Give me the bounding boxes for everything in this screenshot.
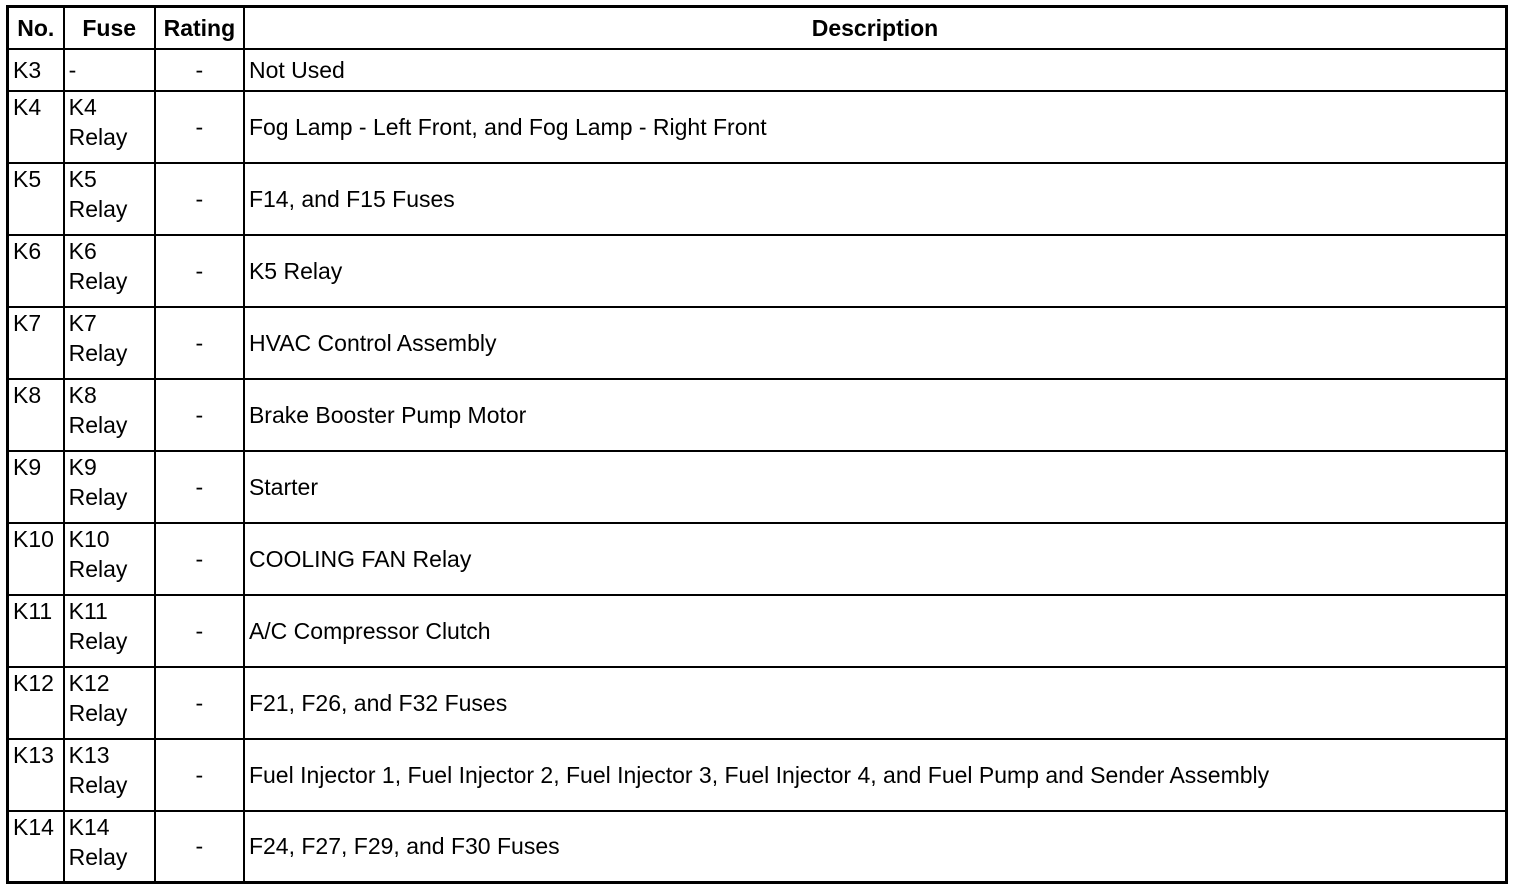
cell-no: K7	[8, 307, 64, 379]
cell-fuse	[64, 667, 155, 739]
cell-no: K4	[8, 91, 64, 163]
cell-fuse-line2: Relay	[68, 411, 128, 438]
cell-fuse-line1: K4	[68, 93, 97, 120]
cell-no: K14	[8, 811, 64, 883]
header-description: Description	[244, 7, 1507, 49]
cell-no: K10	[8, 523, 64, 595]
table-row	[8, 667, 1507, 739]
table-header-row	[8, 7, 1507, 49]
cell-no: K12	[8, 667, 64, 739]
cell-fuse-line2: Relay	[68, 195, 128, 222]
cell-rating: -	[155, 667, 244, 739]
cell-fuse-line1: K11	[68, 597, 108, 624]
table-row	[8, 307, 1507, 379]
cell-no: K13	[8, 739, 64, 811]
cell-rating: -	[155, 49, 244, 91]
cell-rating: -	[155, 235, 244, 307]
cell-description: F24, F27, F29, and F30 Fuses	[244, 811, 1507, 883]
cell-fuse	[64, 307, 155, 379]
cell-description: Not Used	[244, 49, 1507, 91]
cell-fuse	[64, 523, 155, 595]
table-row	[8, 163, 1507, 235]
cell-fuse-line2: Relay	[68, 483, 128, 510]
cell-description: Brake Booster Pump Motor	[244, 379, 1507, 451]
cell-fuse-line1: K9	[68, 453, 97, 480]
cell-rating: -	[155, 523, 244, 595]
cell-fuse-line2: Relay	[68, 843, 128, 870]
cell-description: Fuel Injector 1, Fuel Injector 2, Fuel Injector 3, Fuel Injector 4, and Fuel Pump and Sender Assembly	[244, 739, 1507, 811]
cell-fuse-line2: Relay	[68, 555, 128, 582]
cell-fuse-line1: K13	[68, 741, 110, 768]
cell-fuse-line1: K6	[68, 237, 97, 264]
cell-fuse	[64, 451, 155, 523]
table-row	[8, 379, 1507, 451]
cell-fuse	[64, 49, 155, 91]
cell-description: F21, F26, and F32 Fuses	[244, 667, 1507, 739]
cell-fuse-line1: K14	[68, 813, 110, 840]
table-row	[8, 523, 1507, 595]
cell-rating: -	[155, 379, 244, 451]
cell-description: F14, and F15 Fuses	[244, 163, 1507, 235]
cell-no: K11	[8, 595, 64, 667]
cell-fuse	[64, 379, 155, 451]
table-row	[8, 739, 1507, 811]
table-row	[8, 235, 1507, 307]
cell-no: K3	[8, 49, 64, 91]
cell-fuse-line2: Relay	[68, 267, 128, 294]
cell-fuse	[64, 595, 155, 667]
cell-fuse	[64, 163, 155, 235]
cell-rating: -	[155, 595, 244, 667]
table-row	[8, 595, 1507, 667]
cell-rating: -	[155, 91, 244, 163]
cell-description: K5 Relay	[244, 235, 1507, 307]
cell-fuse-line2: Relay	[68, 627, 128, 654]
cell-rating: -	[155, 451, 244, 523]
fuse-relay-table	[6, 5, 1508, 884]
cell-fuse-line1: -	[68, 56, 77, 83]
table-body	[8, 49, 1507, 883]
cell-fuse-line2: Relay	[68, 123, 128, 150]
cell-fuse-line1: K8	[68, 381, 97, 408]
cell-fuse-line1: K5	[68, 165, 97, 192]
cell-description: A/C Compressor Clutch	[244, 595, 1507, 667]
cell-rating: -	[155, 811, 244, 883]
cell-fuse	[64, 235, 155, 307]
cell-rating: -	[155, 163, 244, 235]
table-row	[8, 451, 1507, 523]
cell-fuse-line1: K12	[68, 669, 110, 696]
header-no: No.	[8, 7, 64, 49]
cell-no: K6	[8, 235, 64, 307]
cell-fuse-line2: Relay	[68, 339, 128, 366]
cell-description: Fog Lamp - Left Front, and Fog Lamp - Right Front	[244, 91, 1507, 163]
cell-description: COOLING FAN Relay	[244, 523, 1507, 595]
cell-fuse-line2: Relay	[68, 771, 128, 798]
cell-fuse-line1: K10	[68, 525, 110, 552]
table-row	[8, 811, 1507, 883]
cell-description: HVAC Control Assembly	[244, 307, 1507, 379]
cell-fuse-line1: K7	[68, 309, 97, 336]
table-row	[8, 49, 1507, 91]
table-row	[8, 91, 1507, 163]
cell-rating: -	[155, 307, 244, 379]
cell-fuse	[64, 91, 155, 163]
header-rating: Rating	[155, 7, 244, 49]
cell-description: Starter	[244, 451, 1507, 523]
cell-fuse	[64, 739, 155, 811]
cell-no: K5	[8, 163, 64, 235]
cell-fuse	[64, 811, 155, 883]
cell-no: K8	[8, 379, 64, 451]
header-fuse: Fuse	[64, 7, 155, 49]
cell-rating: -	[155, 739, 244, 811]
cell-no: K9	[8, 451, 64, 523]
cell-fuse-line2: Relay	[68, 699, 128, 726]
